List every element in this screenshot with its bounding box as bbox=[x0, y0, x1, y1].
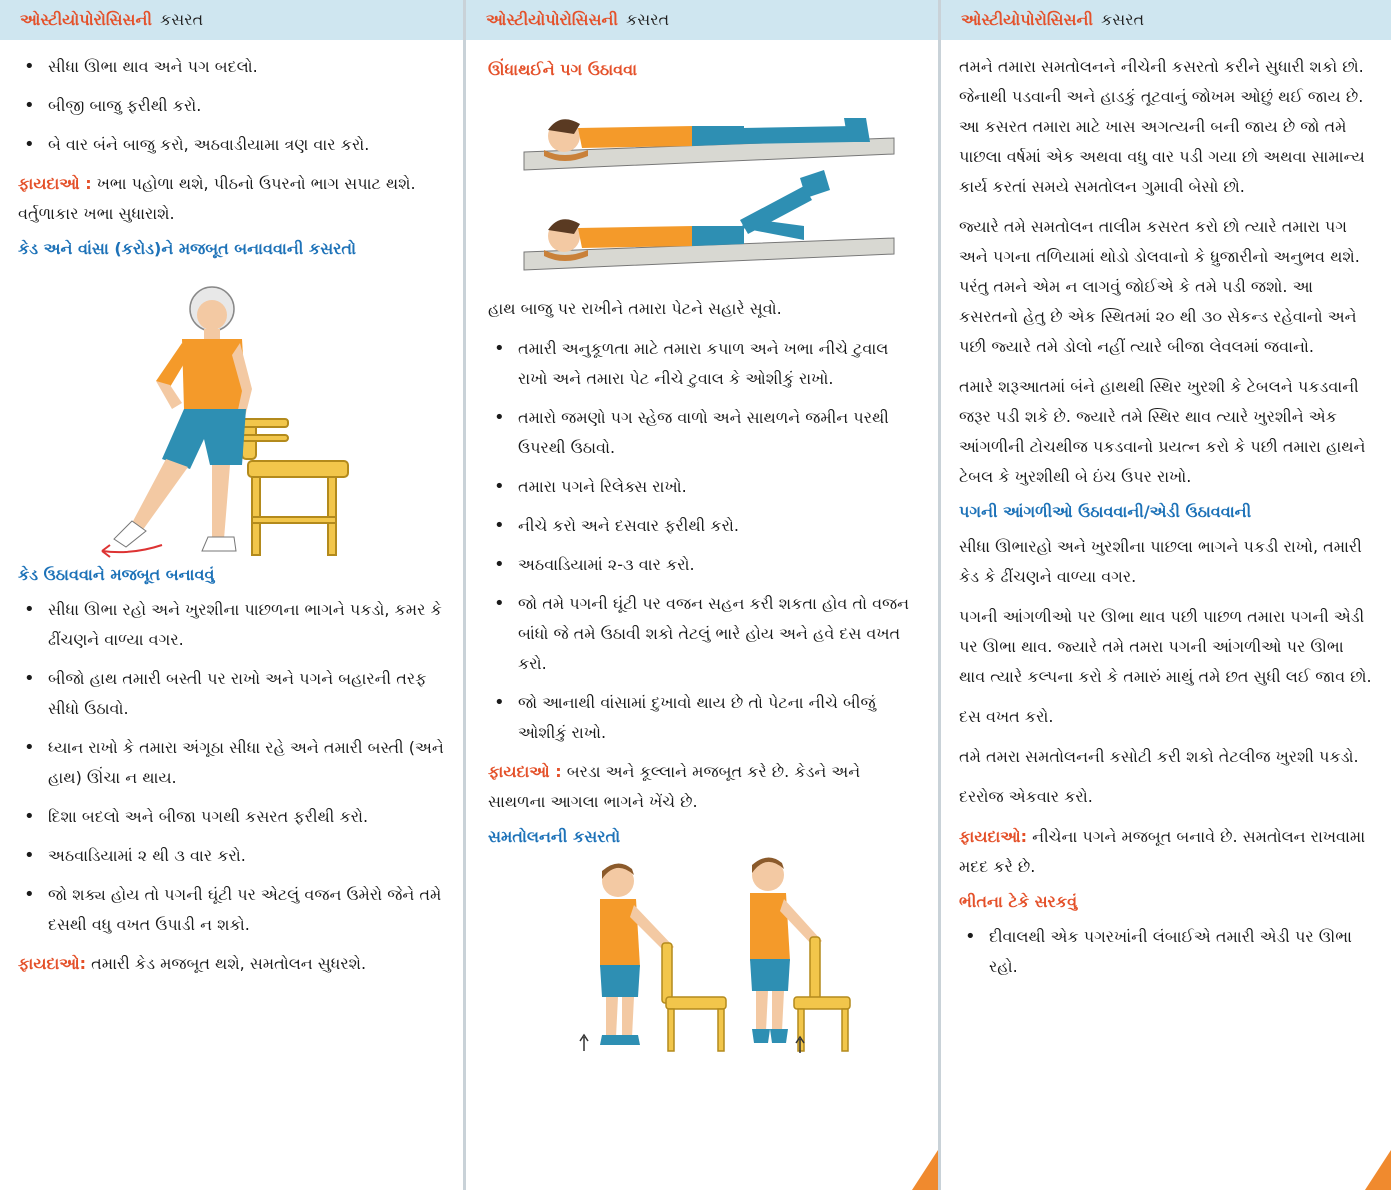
list-item: • ધ્યાન રાખો કે તમારા અંગૂઠા સીધા રહે અને તમારી બસ્તી (અને હાથ) ઊંચા ન થાય. bbox=[18, 733, 445, 793]
benefit-text: નીચેના પગને મજબૂત બનાવે છે. સમતોલન રાખવામા મદદ કરે છે. bbox=[959, 827, 1366, 876]
paragraph: દરરોજ એકવાર કરો. bbox=[959, 787, 1093, 806]
list-item: • નીચે કરો અને દસવાર ફરીથી કરો. bbox=[488, 511, 920, 541]
list-item: • દીવાલથી એક પગરખાંની લંબાઈએ તમારી એડી પર ઊભા રહો. bbox=[959, 922, 1373, 982]
standing-leg-lift-illustration bbox=[92, 269, 372, 559]
benefit-paragraph bbox=[18, 949, 445, 979]
list-item: • બીજી બાજુ ફરીથી કરો. bbox=[18, 91, 445, 121]
header-highlight: ઓસ્ટીયોપોરોસિસની bbox=[20, 10, 152, 29]
header-rest: કસરત bbox=[1100, 10, 1145, 29]
benefit-text: બરડા અને કૂલ્લાને મજબૂત કરે છે. કેડને અને સાથળના આગલા ભાગને ખેંચે છે. bbox=[488, 762, 861, 811]
section-heading: કેડ અને વાંસા (કરોડ)ને મજબૂત બનાવવાની કસરતો bbox=[18, 239, 357, 258]
panel-middle bbox=[466, 0, 941, 1190]
paragraph: જ્યારે તમે સમતોલન તાલીમ કસરત કરો છો ત્યારે તમારા પગ અને પગના તળિયામાં થોડો ડોલવાનો કે ધ્રુજારીનો અનુભવ થશે. પરંતુ તમને એમ ન લાગવું જોઈએ કે તમે પડી જશો. આ કસરતનો હેતુ છે એક સ્થિતમાં ૨૦ થી ૩૦ સેકન્ડ રહેવાનો અને પછી જ્યારે તમે ડોલો નહીં ત્યારે બીજા લેવલમાં જવાનો. bbox=[959, 217, 1360, 356]
section-heading: ભીતના ટેકે સરકવું bbox=[959, 892, 1078, 911]
bullet-list bbox=[488, 334, 920, 748]
panel-header bbox=[941, 0, 1391, 40]
chair-icon bbox=[794, 937, 850, 1051]
panel-right-content bbox=[941, 40, 1391, 982]
panel-middle-content bbox=[466, 40, 938, 1057]
list-item: • તમારો જમણો પગ સ્હેજ વાળો અને સાથળને જમીન પરથી ઉપરથી ઉઠાવો. bbox=[488, 403, 920, 463]
list-item: • દિશા બદલો અને બીજા પગથી કસરત ફરીથી કરો. bbox=[18, 802, 445, 832]
list-item: • બે વાર બંને બાજુ કરો, અઠવાડીયામા ત્રણ વાર કરો. bbox=[18, 130, 445, 160]
paragraph: દસ વખત કરો. bbox=[959, 707, 1054, 726]
benefit-label: ફાયદાઓ : bbox=[18, 174, 92, 193]
list-item: • બીજો હાથ તમારી બસ્તી પર રાખો અને પગને બહારની તરફ સીધો ઉઠાવો. bbox=[18, 664, 445, 724]
section-heading: ઊંધાથઈને પગ ઉઠાવવા bbox=[488, 60, 637, 79]
list-item: • તમારી અનુકૂળતા માટે તમારા કપાળ અને ખભા નીચે ટુવાલ રાખો અને તમારા પેટ નીચે ટુવાલ કે ઓશીકું રાખો. bbox=[488, 334, 920, 394]
red-arrow-icon bbox=[102, 545, 162, 557]
prone-leg-raise-illustration bbox=[504, 90, 904, 280]
list-item: • અઠવાડિયામાં ૨-૩ વાર કરો. bbox=[488, 550, 920, 580]
panel-header bbox=[0, 0, 463, 40]
panel-right bbox=[941, 0, 1391, 1190]
list-item: • જો શક્ય હોય તો પગની ઘૂંટી પર એટલું વજન ઉમેરો જેને તમે દસથી વધુ વખત ઉપાડી ન શકો. bbox=[18, 880, 445, 940]
orange-corner-accent bbox=[1365, 1150, 1391, 1190]
section-heading: પગની આંગળીઓ ઉઠાવવાની/એડી ઉઠાવવાની bbox=[959, 502, 1252, 521]
panel-left-content bbox=[0, 40, 463, 979]
section-heading: કેડ ઉઠાવવાને મજબૂત બનાવવું bbox=[18, 565, 215, 584]
benefit-paragraph bbox=[18, 169, 445, 229]
bullet-list bbox=[18, 595, 445, 940]
paragraph: તમને તમારા સમતોલનને નીચેની કસરતો કરીને સુધારી શકો છો. જેનાથી પડવાની અને હાડકું તૂટવાનું જોખમ ઓછું થઈ જાય છે. આ કસરત તમારા માટે ખાસ અગત્યની બની જાય છે જો તમે પાછલા વર્ષમાં એક અથવા વધુ વાર પડી ગયા છો અથવા સામાન્ય કાર્ય કરતાં સમયે સમતોલન ગુમાવી બેસો છો. bbox=[959, 57, 1365, 196]
chair-icon bbox=[242, 419, 348, 555]
header-rest: કસરત bbox=[159, 10, 204, 29]
benefit-paragraph bbox=[488, 757, 920, 817]
list-item: • તમારા પગને રિલેક્સ રાખો. bbox=[488, 472, 920, 502]
list-item: • સીધા ઊભા થાવ અને પગ બદલો. bbox=[18, 52, 445, 82]
paragraph: સીધા ઊભારહો અને ખુરશીના પાછલા ભાગને પકડી રાખો, તમારી કેડ કે ઢીંચણને વાળ્યા વગર. bbox=[959, 537, 1362, 586]
benefit-label: ફાયદાઓ: bbox=[18, 954, 87, 973]
section-heading: સમતોલનની કસરતો bbox=[488, 827, 621, 846]
benefit-paragraph bbox=[959, 822, 1373, 882]
paragraph: તમારે શરૂઆતમાં બંને હાથથી સ્થિર ખુરશી કે ટેબલને પકડવાની જરૂર પડી શકે છે. જ્યારે તમે સ્થિર થાવ ત્યારે ખુરશીને એક આંગળીની ટોચથીજ પકડવાનો પ્રયત્ન કરો કે પછી તમારા હાથને ટેબલ કે ખુરશીથી બે ઇંચ ઉપર રાખો. bbox=[959, 377, 1366, 486]
benefit-label: ફાયદાઓ : bbox=[488, 762, 562, 781]
heel-raise-illustration bbox=[554, 857, 854, 1057]
header-highlight: ઓસ્ટીયોપોરોસિસની bbox=[486, 10, 618, 29]
bullet-list bbox=[959, 922, 1373, 982]
intro-text: હાથ બાજુ પર રાખીને તમારા પેટને સહારે સૂવો. bbox=[488, 299, 782, 318]
paragraph: તમે તમરા સમતોલનની કસોટી કરી શકો તેટલીજ ખુરશી પકડો. bbox=[959, 747, 1359, 766]
orange-corner-accent bbox=[912, 1150, 938, 1190]
benefit-label: ફાયદાઓ: bbox=[959, 827, 1028, 846]
panel-left bbox=[0, 0, 466, 1190]
header-rest: કસરત bbox=[625, 10, 670, 29]
list-item: • જો આનાથી વાંસામાં દુખાવો થાય છે તો પેટના નીચે બીજું ઓશીકું રાખો. bbox=[488, 688, 920, 748]
list-item: • સીધા ઊભા રહો અને ખુરશીના પાછળના ભાગને પકડો, કમર કે ઢીંચણને વાળ્યા વગર. bbox=[18, 595, 445, 655]
woman-figure-icon bbox=[114, 287, 252, 551]
header-highlight: ઓસ્ટીયોપોરોસિસની bbox=[961, 10, 1093, 29]
panel-header bbox=[466, 0, 938, 40]
benefit-text: ખભા પહોળા થશે, પીઠનો ઉપરનો ભાગ સપાટ થશે. વર્તુળાકાર ખભા સુધારાશે. bbox=[18, 174, 416, 223]
benefit-text: તમારી કેડ મજબૂત થશે, સમતોલન સુધરશે. bbox=[86, 954, 367, 973]
bullet-list bbox=[18, 52, 445, 160]
paragraph: પગની આંગળીઓ પર ઊભા થાવ પછી પાછળ તમારા પગની એડી પર ઊભા થાવ. જ્યારે તમે તમરા પગની આંગળીઓ પર ઊભા થાવ ત્યારે કલ્પના કરો કે તમારું માથું તમે છત સુધી લઈ જાવ છો. bbox=[959, 607, 1372, 686]
list-item: • અઠવાડિયામાં ૨ થી ૩ વાર કરો. bbox=[18, 841, 445, 871]
chair-icon bbox=[662, 943, 726, 1051]
list-item: • જો તમે પગની ઘૂંટી પર વજન સહન કરી શકતા હોવ તો વજન બાંધો જે તમે ઉઠાવી શકો તેટલું ભારે હોય અને હવે દસ વખત કરો. bbox=[488, 589, 920, 679]
